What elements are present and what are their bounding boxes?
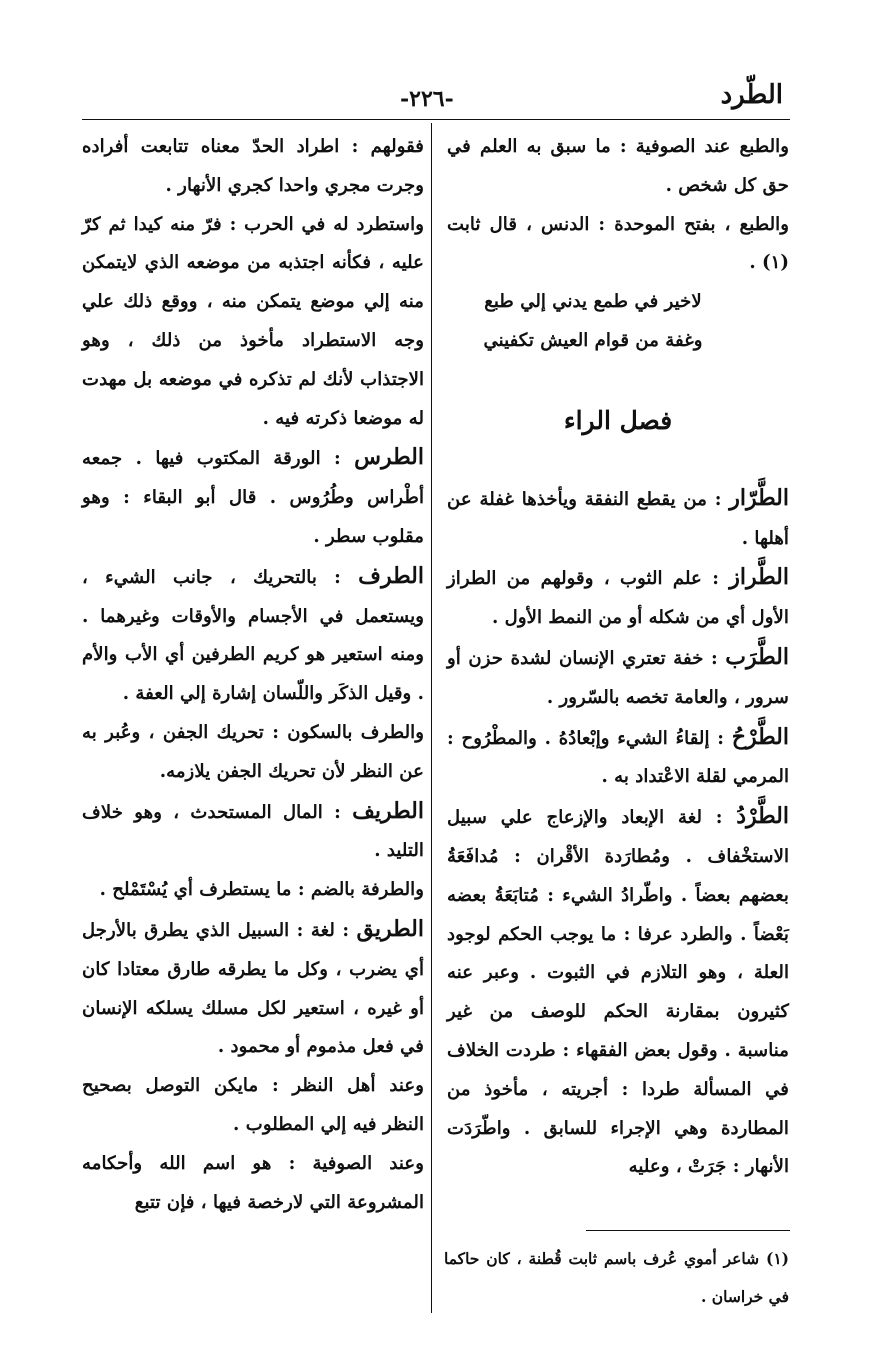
paragraph: وعند أهل النظر : مايكن التوصل بصحيح النظر فيه إلي المطلوب .	[82, 1075, 424, 1135]
dictionary-entry	[82, 910, 424, 1067]
left-column	[82, 128, 424, 1222]
section-title: فصل الراء	[563, 405, 673, 435]
header-rule	[82, 119, 790, 120]
running-header-word: الطّرد	[720, 80, 783, 110]
entry-headword: الطَّرّار	[729, 484, 789, 511]
dictionary-entry	[82, 557, 424, 714]
paragraph: والطرف بالسكون : تحريك الجفن ، وعُبر به عن النظر لأن تحريك الجفن يلازمه.	[82, 721, 424, 782]
entry-definition: : خفة تعتري الإنسان لشدة حزن أو سرور ، والعامة تخصه بالسّرور .	[447, 647, 789, 708]
entry-headword: الطرس	[354, 444, 424, 471]
dictionary-entry	[447, 638, 789, 718]
entry-definition: : إلقاءُ الشيء وإبْعادُهُ . والمطْرُوح : المرمي لقلة الاعْتداد به .	[447, 727, 789, 788]
entry-definition: : الورقة المكتوب فيها . جمعه أطْراس وطُرُوس . قال أبو البقاء : وهو مقلوب سطر .	[82, 448, 424, 547]
dictionary-entry	[447, 797, 789, 1187]
poem-line: لاخير في طمع يدني إلي طبع	[484, 291, 702, 313]
dictionary-entry	[82, 438, 424, 556]
paragraph: والطبع ، بفتح الموحدة : الدنس ، قال ثابت (١) .	[447, 213, 789, 274]
dictionary-entry	[82, 792, 424, 872]
poem-line: وغفة من قوام العيش تكفيني	[483, 329, 703, 351]
dictionary-entry	[447, 558, 789, 638]
entry-definition: : المال المستحدث ، وهو خلاف التليد .	[82, 801, 424, 862]
footnote: (١) شاعر أموي عُرف باسم ثابت قُطنة ، كان حاكما في خراسان .	[444, 1249, 789, 1306]
dictionary-entry	[447, 718, 789, 798]
entry-definition: : لغة : السبيل الذي يطرق بالأرجل أي يضرب ، وكل ما يطرقه طارق معتادا كان أو غيره ، استعير لكل مسلك يسلكه الإنسان في فعل مذموم أو محمود .	[82, 919, 424, 1058]
dictionary-entry	[447, 479, 789, 559]
entry-headword: الطَّرْحُ	[731, 723, 789, 750]
paragraph: والطرفة بالضم : ما يستطرف أي يُسْتَمْلح .	[99, 879, 424, 901]
page-number: -٢٢٦-	[400, 86, 454, 112]
entry-definition: : علم الثوب ، وقولهم من الطراز الأول أي من شكله أو من النمط الأول .	[447, 568, 789, 629]
column-divider	[431, 123, 432, 1313]
entry-headword: الطَّرْدُ	[736, 803, 789, 830]
paragraph: والطبع عند الصوفية : ما سبق به العلم في حق كل شخص .	[447, 136, 789, 196]
footnote-rule	[586, 1230, 790, 1231]
entry-headword: الطريف	[352, 797, 424, 824]
entry-headword: الطَّرَب	[725, 643, 789, 670]
entry-headword: الطَّراز	[729, 564, 789, 591]
entry-definition: : لغة الإبعاد والإزعاج علي سبيل الاستخْفاف . ومُطارَدة الأقْران : مُدافَعَةُ بعضهم بعضاً . واطّرادُ الشيء : مُتابَعَةُ بعضه بَعْضاً . والطرد عرفا : ما يوجب الحكم لوجود العلة ، وهو التلازم في الثبوت . وعبر عنه كثيرون بمقارنة الحكم للوصف من غير مناسبة . وقول بعض الفقهاء : طردت الخلاف في المسألة طردا : أجريته ، مأخوذ من المطاردة وهي الإجراء للسابق . واطّرَدَت الأنهار : جَرَتْ ، وعليه	[447, 807, 789, 1178]
right-column	[447, 128, 789, 1187]
entry-headword: الطريق	[356, 915, 424, 942]
entry-definition: : بالتحريك ، جانب الشيء ، ويستعمل في الأجسام والأوقات وغيرهما . ومنه استعير هو كريم الطرفين أي الأب والأم . وقيل الذكَر واللّسان إشارة إلي العفة .	[82, 566, 424, 705]
paragraph: فقولهم : اطراد الحدّ معناه تتابعت أفراده وجرت مجري واحدا كجري الأنهار .	[82, 136, 424, 196]
paragraph: واستطرد له في الحرب : فرّ منه كيدا ثم كرّ عليه ، فكأنه اجتذبه من موضعه الذي لايتمكن منه إلي موضع يتمكن منه ، ووقع ذلك علي وجه الاستطراد مأخوذ من ذلك ، وهو الاجتذاب لأنك لم تذكره في موضعه بل مهدت له موضعا ذكرته فيه .	[82, 213, 424, 429]
paragraph: وعند الصوفية : هو اسم الله وأحكامه المشروعة التي لارخصة فيها ، فإن تتبع	[82, 1152, 424, 1213]
entry-headword: الطرف	[358, 562, 424, 589]
entry-definition: : من يقطع النفقة ويأخذها غفلة عن أهلها .	[447, 488, 789, 549]
